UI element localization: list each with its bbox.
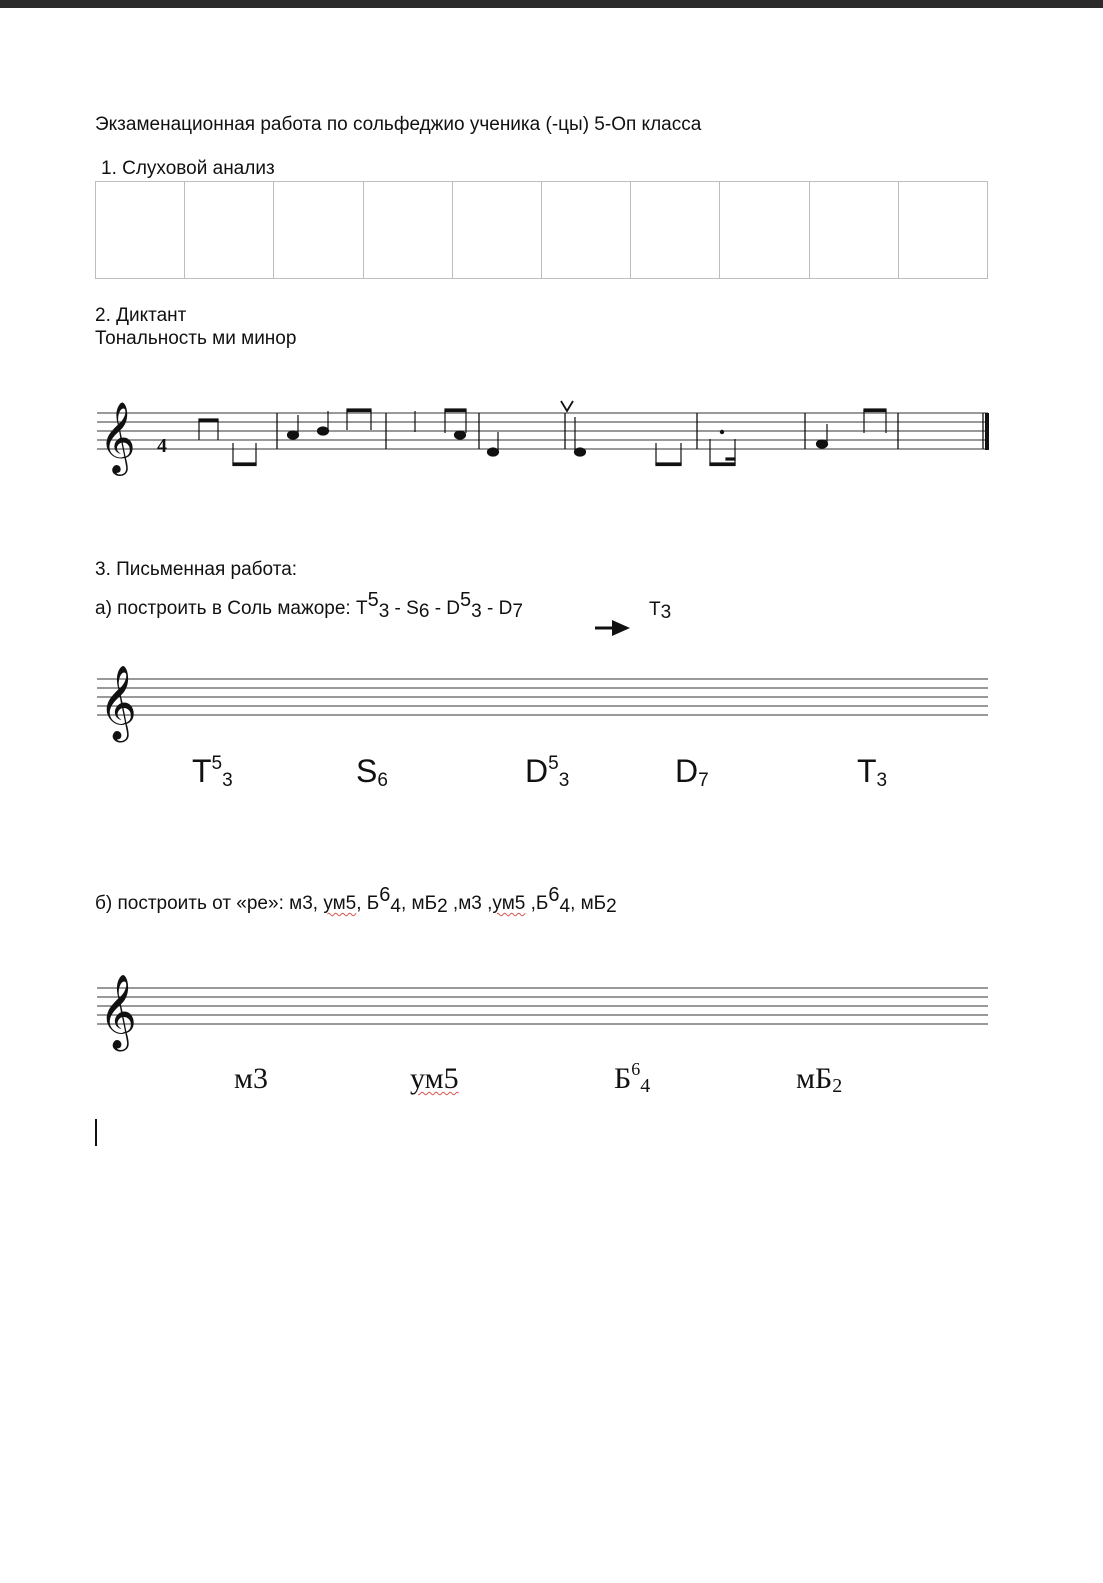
task-b-sep: ,м3 , xyxy=(447,893,493,914)
task-b-sub: 2 xyxy=(437,896,448,917)
spellcheck-word[interactable]: ум5 xyxy=(410,1062,459,1095)
interval-label: $мБ_2$ xyxy=(796,1062,843,1097)
chord-label: $D^5_3$ xyxy=(525,753,570,791)
task-b-sub: 4 xyxy=(559,896,571,917)
task-b-sup: 6 xyxy=(379,884,391,906)
task-a-target-sub: 3 xyxy=(660,602,672,623)
listening-analysis-table xyxy=(95,181,988,279)
task-a-target-chord xyxy=(649,599,672,623)
task-b-part: ,Б xyxy=(525,893,549,914)
section-1-heading: 1. Слуховой анализ xyxy=(101,158,275,179)
spellcheck-word[interactable]: ум5 xyxy=(492,893,526,914)
note xyxy=(575,448,586,456)
treble-clef-icon: 𝄞 xyxy=(99,666,137,740)
task-b-sub: 4 xyxy=(390,896,401,917)
task-b-part: , мБ xyxy=(570,893,607,914)
task-b-part: , мБ xyxy=(400,893,438,914)
answer-cell[interactable] xyxy=(453,182,542,278)
spellcheck-word[interactable]: ум5 xyxy=(323,893,357,914)
key-signature-text: Тональность ми минор xyxy=(95,328,297,349)
treble-clef-icon: 𝄞 xyxy=(99,400,136,473)
task-a-sub: 3 xyxy=(471,601,482,622)
section-3-heading: 3. Письменная работа: xyxy=(95,559,298,580)
staff-task-b[interactable] xyxy=(0,970,1103,1060)
task-a-sup: 5 xyxy=(367,589,379,611)
interval-label: м3 xyxy=(234,1062,268,1095)
chord-label: $S_6$ xyxy=(356,753,388,791)
task-b-prefix: б) построить от «ре»: м3, xyxy=(95,893,324,914)
treble-clef-icon: 𝄞 xyxy=(99,975,137,1049)
note xyxy=(318,427,329,435)
time-signature: 4 xyxy=(157,435,167,457)
dot xyxy=(720,430,723,433)
task-b-sub: 2 xyxy=(606,896,617,917)
page-title: Экзаменационная работа по сольфеджио ученика (-цы) 5-Оп класса xyxy=(95,114,702,135)
chord-label: $Т_3$ xyxy=(857,753,888,791)
dictation-staff[interactable] xyxy=(0,395,1103,495)
answer-cell[interactable] xyxy=(899,182,987,278)
answer-cell[interactable] xyxy=(185,182,274,278)
task-a-sep: - D xyxy=(429,598,461,619)
chord-label: $D_7$ xyxy=(675,753,709,791)
task-b-part: , Б xyxy=(356,893,380,914)
answer-cell[interactable] xyxy=(720,182,809,278)
task-a-sep: - S xyxy=(389,598,419,619)
note xyxy=(288,431,299,439)
task-b-text xyxy=(95,884,617,917)
task-a-prefix: а) построить в Соль мажоре: Т xyxy=(95,598,368,619)
note xyxy=(455,431,466,439)
answer-cell[interactable] xyxy=(96,182,185,278)
task-b-sup: 6 xyxy=(548,884,560,906)
task-a-sep: - D xyxy=(481,598,513,619)
task-a-sub: 7 xyxy=(512,601,523,622)
answer-cell[interactable] xyxy=(631,182,720,278)
note xyxy=(817,440,828,448)
window-top-bar xyxy=(0,0,1103,8)
answer-cell[interactable] xyxy=(364,182,453,278)
interval-label xyxy=(410,1064,459,1094)
staff-task-a[interactable] xyxy=(0,660,1103,750)
task-a-sub: 3 xyxy=(378,601,390,622)
task-a-sub: 6 xyxy=(418,601,430,622)
answer-cell[interactable] xyxy=(810,182,899,278)
task-a-sup: 5 xyxy=(460,589,472,611)
text-cursor[interactable] xyxy=(95,1119,97,1146)
note xyxy=(488,448,499,456)
breath-mark-icon xyxy=(561,401,573,411)
interval-label: $Б^6_4$ xyxy=(614,1059,651,1097)
answer-cell[interactable] xyxy=(274,182,363,278)
task-a-target-main: Т xyxy=(649,599,661,620)
chord-label: $Т^5_3$ xyxy=(192,753,233,791)
section-2-heading: 2. Диктант xyxy=(95,305,187,326)
answer-cell[interactable] xyxy=(542,182,631,278)
arrow-right-icon xyxy=(0,613,1103,643)
